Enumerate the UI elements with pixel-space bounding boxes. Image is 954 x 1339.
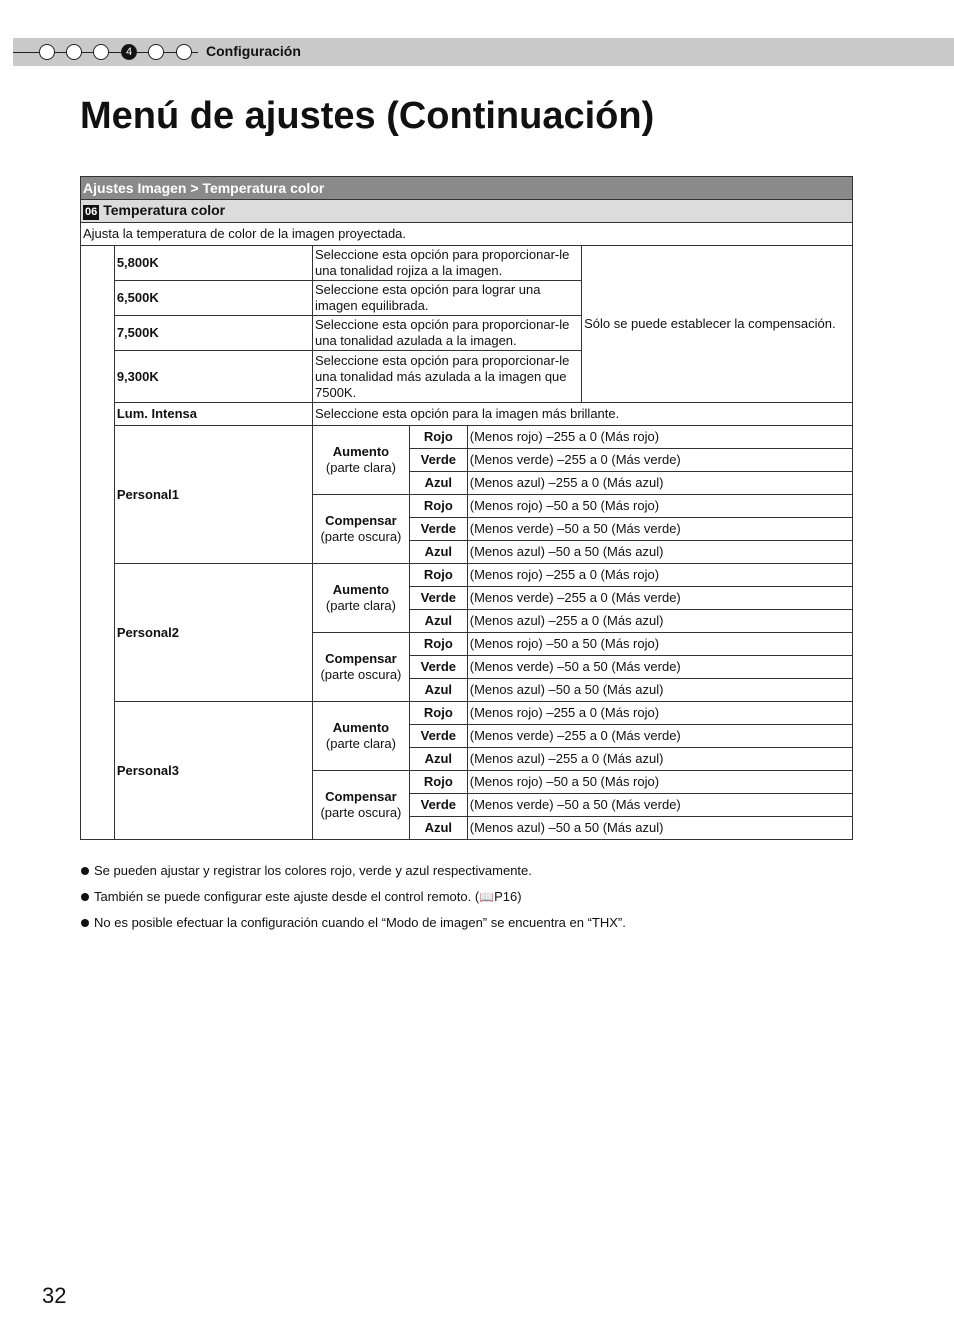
personal-name: Personal2	[114, 564, 312, 702]
color-label: Rojo	[409, 702, 467, 725]
range-text: (Menos verde) –50 a 50 (Más verde)	[467, 656, 852, 679]
table-row	[81, 246, 853, 281]
item-description-row	[81, 223, 853, 246]
range-text: (Menos rojo) –255 a 0 (Más rojo)	[467, 702, 852, 725]
range-text: (Menos rojo) –255 a 0 (Más rojo)	[467, 564, 852, 587]
color-label: Azul	[409, 541, 467, 564]
gain-cell	[313, 426, 410, 495]
gain-label: Aumento	[332, 720, 390, 735]
settings-table	[80, 176, 853, 840]
offset-cell	[313, 771, 410, 840]
preset-desc: Seleccione esta opción para proporcionar-le una tonalidad más azulada a la imagen que 7500K.	[313, 351, 582, 403]
preset-desc: Seleccione esta opción para proporcionar-le una tonalidad rojiza a la imagen.	[313, 246, 582, 281]
color-label: Rojo	[409, 426, 467, 449]
list-item	[80, 888, 626, 914]
gain-label: Aumento	[332, 444, 390, 459]
note-text: No es posible efectuar la configuración cuando el “Modo de imagen” se encuentra en “THX”.	[94, 915, 626, 930]
page-title: Menú de ajustes (Continuación)	[80, 95, 655, 137]
color-label: Verde	[409, 725, 467, 748]
item-title: Temperatura color	[103, 202, 226, 218]
note-ref-close: )	[517, 889, 522, 904]
gain-sub: (parte clara)	[325, 598, 396, 613]
chapter-circle-1	[39, 44, 55, 60]
list-item	[80, 862, 626, 888]
range-text: (Menos verde) –50 a 50 (Más verde)	[467, 794, 852, 817]
item-description: Ajusta la temperatura de color de la imagen proyectada.	[81, 223, 853, 246]
item-number-badge: 06	[85, 206, 98, 218]
note-text: Se pueden ajustar y registrar los colores rojo, verde y azul respectivamente.	[94, 863, 532, 878]
offset-sub: (parte oscura)	[320, 805, 402, 820]
gain-sub: (parte clara)	[325, 460, 396, 475]
range-text: (Menos rojo) –50 a 50 (Más rojo)	[467, 495, 852, 518]
range-text: (Menos azul) –50 a 50 (Más azul)	[467, 541, 852, 564]
category-label: Ajustes Imagen > Temperatura color	[81, 177, 853, 200]
range-text: (Menos rojo) –50 a 50 (Más rojo)	[467, 633, 852, 656]
personal-name: Personal3	[114, 702, 312, 840]
preset-note: Sólo se puede establecer la compensación.	[582, 246, 853, 403]
table-row	[81, 564, 853, 587]
table-row	[81, 403, 853, 426]
indent-cell	[81, 246, 115, 840]
range-text: (Menos verde) –255 a 0 (Más verde)	[467, 725, 852, 748]
range-text: (Menos verde) –255 a 0 (Más verde)	[467, 587, 852, 610]
note-ref: P16	[494, 889, 518, 904]
range-text: (Menos azul) –255 a 0 (Más azul)	[467, 472, 852, 495]
page-number: 32	[42, 1283, 67, 1308]
item-title-row	[81, 200, 853, 223]
chapter-circle-6	[176, 44, 192, 60]
gain-cell	[313, 564, 410, 633]
color-label: Verde	[409, 518, 467, 541]
color-label: Rojo	[409, 633, 467, 656]
note-text: También se puede configurar este ajuste desde el control remoto. (	[94, 889, 480, 904]
bullet-icon	[81, 919, 89, 927]
bullet-icon	[81, 893, 89, 901]
preset-name: Lum. Intensa	[114, 403, 312, 426]
offset-sub: (parte oscura)	[320, 667, 402, 682]
preset-name: 9,300K	[114, 351, 312, 403]
preset-name: 5,800K	[114, 246, 312, 281]
gain-label: Aumento	[332, 582, 390, 597]
chapter-circle-2	[66, 44, 82, 60]
gain-sub: (parte clara)	[325, 736, 396, 751]
gain-cell	[313, 702, 410, 771]
notes-list	[80, 862, 626, 940]
preset-name: 6,500K	[114, 281, 312, 316]
color-label: Verde	[409, 794, 467, 817]
color-label: Verde	[409, 449, 467, 472]
category-row	[81, 177, 853, 200]
range-text: (Menos verde) –255 a 0 (Más verde)	[467, 449, 852, 472]
table-row	[81, 702, 853, 725]
color-label: Azul	[409, 610, 467, 633]
color-label: Azul	[409, 679, 467, 702]
offset-label: Compensar	[325, 789, 397, 804]
list-item	[80, 914, 626, 940]
range-text: (Menos rojo) –50 a 50 (Más rojo)	[467, 771, 852, 794]
color-label: Azul	[409, 748, 467, 771]
color-label: Rojo	[409, 564, 467, 587]
preset-desc: Seleccione esta opción para la imagen más brillante.	[313, 403, 853, 426]
chapter-circle-5	[148, 44, 164, 60]
personal-name: Personal1	[114, 426, 312, 564]
color-label: Azul	[409, 817, 467, 840]
color-label: Verde	[409, 587, 467, 610]
preset-desc: Seleccione esta opción para lograr una imagen equilibrada.	[313, 281, 582, 316]
range-text: (Menos azul) –255 a 0 (Más azul)	[467, 610, 852, 633]
color-label: Rojo	[409, 495, 467, 518]
section-label: Configuración	[206, 43, 301, 59]
range-text: (Menos azul) –50 a 50 (Más azul)	[467, 817, 852, 840]
table-row	[81, 426, 853, 449]
offset-cell	[313, 633, 410, 702]
bullet-icon	[81, 867, 89, 875]
color-label: Verde	[409, 656, 467, 679]
preset-name: 7,500K	[114, 316, 312, 351]
range-text: (Menos azul) –50 a 50 (Más azul)	[467, 679, 852, 702]
range-text: (Menos azul) –255 a 0 (Más azul)	[467, 748, 852, 771]
color-label: Rojo	[409, 771, 467, 794]
range-text: (Menos verde) –50 a 50 (Más verde)	[467, 518, 852, 541]
offset-cell	[313, 495, 410, 564]
offset-label: Compensar	[325, 513, 397, 528]
offset-sub: (parte oscura)	[320, 529, 402, 544]
offset-label: Compensar	[325, 651, 397, 666]
chapter-circle-3	[93, 44, 109, 60]
book-icon: 📖	[479, 890, 495, 904]
chapter-circle-current: 4	[121, 44, 137, 60]
preset-desc: Seleccione esta opción para proporcionar-le una tonalidad azulada a la imagen.	[313, 316, 582, 351]
color-label: Azul	[409, 472, 467, 495]
range-text: (Menos rojo) –255 a 0 (Más rojo)	[467, 426, 852, 449]
